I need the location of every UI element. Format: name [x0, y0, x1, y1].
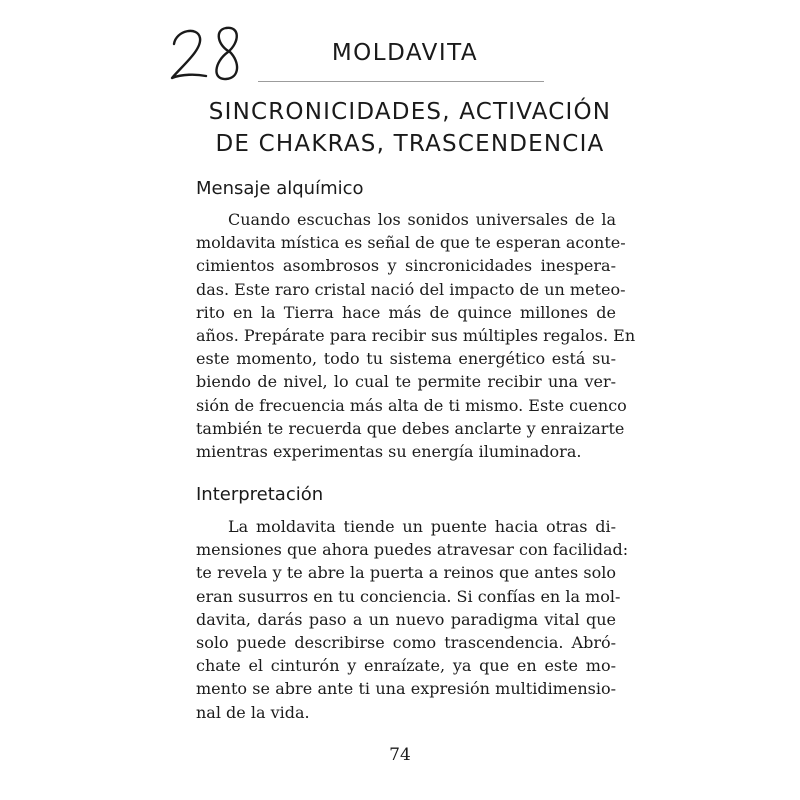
text-line: también te recuerda que debes anclarte y enraizarte	[196, 418, 625, 438]
text-line: biendo de nivel, lo cual te permite recibir una ver-	[196, 372, 616, 392]
text-line: mensiones que ahora puedes atravesar con facilidad:	[196, 540, 629, 560]
section-heading-mensaje: Mensaje alquímico	[196, 178, 364, 199]
handwritten-28-glyph	[168, 22, 248, 84]
paragraph-mensaje	[196, 208, 636, 463]
text-line: este momento, todo tu sistema energético está su-	[196, 349, 616, 369]
section-heading-interpretacion: Interpretación	[196, 484, 324, 505]
subtitle-line: SINCRONICIDADES, ACTIVACIÓN	[208, 99, 612, 125]
title-divider	[258, 81, 544, 82]
text-line: años. Prepárate para recibir sus múltiples regalos. En	[196, 326, 636, 346]
page-number: 74	[389, 745, 411, 765]
text-line: davita, darás paso a un nuevo paradigma vital que	[196, 609, 616, 629]
text-line: chate el cinturón y enraízate, ya que en este mo-	[196, 656, 616, 676]
text-line: te revela y te abre la puerta a reinos que antes solo	[196, 563, 616, 583]
text-line: sión de frecuencia más alta de ti mismo. Este cuenco	[196, 395, 627, 415]
text-line: mento se abre ante ti una expresión multidimensio-	[196, 679, 616, 699]
card-title: MOLDAVITA	[331, 40, 479, 66]
paragraph-interpretacion	[196, 515, 629, 724]
text-line: La moldavita tiende un puente hacia otras di-	[228, 517, 616, 536]
text-line: mientras experimentas su energía iluminadora.	[196, 442, 582, 462]
text-line: solo puede describirse como trascendencia. Abró-	[196, 633, 616, 653]
text-line: das. Este raro cristal nació del impacto de un meteo-	[196, 279, 626, 299]
subtitle-line: DE CHAKRAS, TRASCENDENCIA	[215, 131, 605, 157]
text-line: rito en la Tierra hace más de quince millones de	[196, 302, 616, 322]
text-line: moldavita mística es señal de que te esperan aconte-	[196, 233, 626, 253]
card-subtitle	[200, 96, 620, 160]
text-line: cimientos asombrosos y sincronicidades inespera-	[196, 256, 616, 276]
text-line: nal de la vida.	[196, 702, 310, 722]
text-line: eran susurros en tu conciencia. Si confías en la mol-	[196, 586, 621, 606]
text-line: Cuando escuchas los sonidos universales de la	[228, 210, 616, 229]
card-number-handwritten	[168, 22, 248, 84]
